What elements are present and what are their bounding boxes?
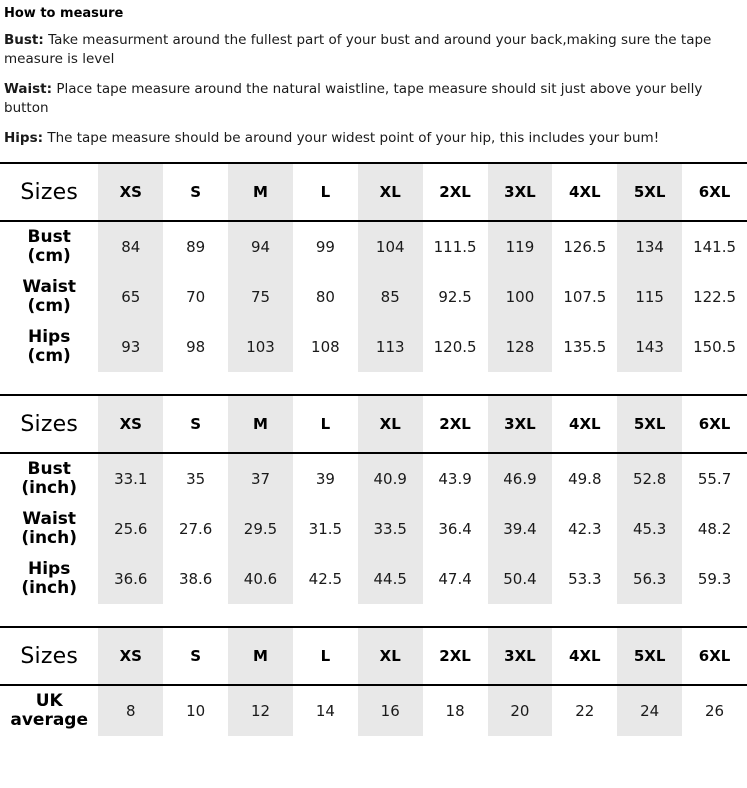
col-head-s: S: [163, 627, 228, 685]
cell-hips-cm-m: 103: [228, 322, 293, 372]
how-to-measure-section: [0, 6, 747, 148]
cell-uk-6xl: 26: [682, 685, 747, 736]
cell-hips-cm-5xl: 143: [617, 322, 682, 372]
row-label-line1: Waist: [22, 277, 77, 297]
cell-uk-xl: 16: [358, 685, 423, 736]
table-header-row: [0, 163, 747, 221]
row-label-line2: (cm): [27, 246, 71, 266]
table-row: [0, 504, 747, 554]
table-row: [0, 685, 747, 736]
measure-instruction-bust-text: Take measurment around the fullest part of your bust and around your back,making sure the tape measure is level: [4, 32, 712, 67]
cell-waist-cm-2xl: 92.5: [423, 272, 488, 322]
cell-waist-inch-xl: 33.5: [358, 504, 423, 554]
row-label-hips-cm: [0, 322, 98, 372]
col-head-l: L: [293, 627, 358, 685]
cell-bust-inch-xl: 40.9: [358, 453, 423, 504]
col-head-2xl: 2XL: [423, 395, 488, 453]
cell-uk-xs: 8: [98, 685, 163, 736]
cell-waist-cm-m: 75: [228, 272, 293, 322]
measure-instruction-bust-label: Bust:: [4, 32, 44, 48]
cell-hips-cm-4xl: 135.5: [552, 322, 617, 372]
measure-instruction-waist-label: Waist:: [4, 81, 53, 97]
col-head-xs: XS: [98, 395, 163, 453]
cell-hips-inch-6xl: 59.3: [682, 554, 747, 604]
cell-bust-inch-4xl: 49.8: [552, 453, 617, 504]
cell-waist-inch-6xl: 48.2: [682, 504, 747, 554]
table-divider: [0, 372, 747, 394]
cell-waist-cm-s: 70: [163, 272, 228, 322]
col-head-4xl: 4XL: [552, 627, 617, 685]
cell-hips-inch-2xl: 47.4: [423, 554, 488, 604]
cell-hips-inch-s: 38.6: [163, 554, 228, 604]
cell-bust-cm-l: 99: [293, 221, 358, 272]
table-header-sizes: Sizes: [0, 163, 98, 221]
row-label-line2: (cm): [27, 296, 71, 316]
cell-uk-3xl: 20: [488, 685, 553, 736]
cell-waist-cm-6xl: 122.5: [682, 272, 747, 322]
cell-waist-cm-5xl: 115: [617, 272, 682, 322]
col-head-3xl: 3XL: [488, 395, 553, 453]
cell-waist-inch-m: 29.5: [228, 504, 293, 554]
cell-waist-inch-xs: 25.6: [98, 504, 163, 554]
row-label-line2: (cm): [27, 346, 71, 366]
col-head-5xl: 5XL: [617, 395, 682, 453]
cell-waist-inch-3xl: 39.4: [488, 504, 553, 554]
cell-waist-inch-s: 27.6: [163, 504, 228, 554]
cell-hips-cm-2xl: 120.5: [423, 322, 488, 372]
col-head-s: S: [163, 395, 228, 453]
measure-instruction-bust: [4, 31, 744, 69]
col-head-s: S: [163, 163, 228, 221]
cell-waist-cm-xs: 65: [98, 272, 163, 322]
col-head-l: L: [293, 395, 358, 453]
col-head-4xl: 4XL: [552, 395, 617, 453]
cell-uk-s: 10: [163, 685, 228, 736]
row-label-line1: Bust: [27, 227, 71, 247]
table-row: [0, 453, 747, 504]
cell-hips-inch-5xl: 56.3: [617, 554, 682, 604]
cell-bust-cm-5xl: 134: [617, 221, 682, 272]
cell-bust-cm-4xl: 126.5: [552, 221, 617, 272]
col-head-5xl: 5XL: [617, 627, 682, 685]
col-head-6xl: 6XL: [682, 163, 747, 221]
cell-uk-m: 12: [228, 685, 293, 736]
row-label-line1: UK: [35, 691, 63, 711]
cell-uk-l: 14: [293, 685, 358, 736]
cell-hips-inch-l: 42.5: [293, 554, 358, 604]
cell-hips-inch-xl: 44.5: [358, 554, 423, 604]
col-head-xs: XS: [98, 627, 163, 685]
row-label-line1: Hips: [28, 327, 71, 347]
col-head-m: M: [228, 395, 293, 453]
cell-bust-cm-3xl: 119: [488, 221, 553, 272]
cell-bust-cm-xs: 84: [98, 221, 163, 272]
row-label-line2: (inch): [21, 578, 77, 598]
col-head-m: M: [228, 163, 293, 221]
cell-hips-inch-3xl: 50.4: [488, 554, 553, 604]
cell-hips-cm-6xl: 150.5: [682, 322, 747, 372]
col-head-2xl: 2XL: [423, 163, 488, 221]
col-head-xs: XS: [98, 163, 163, 221]
measure-instruction-waist-text: Place tape measure around the natural waistline, tape measure should sit just above your belly button: [4, 81, 703, 116]
row-label-line2: (inch): [21, 528, 77, 548]
table-row: [0, 554, 747, 604]
table-header-sizes: Sizes: [0, 395, 98, 453]
cell-bust-inch-xs: 33.1: [98, 453, 163, 504]
col-head-6xl: 6XL: [682, 627, 747, 685]
col-head-m: M: [228, 627, 293, 685]
cell-hips-inch-m: 40.6: [228, 554, 293, 604]
cell-bust-inch-l: 39: [293, 453, 358, 504]
row-label-line1: Hips: [28, 559, 71, 579]
cell-hips-inch-4xl: 53.3: [552, 554, 617, 604]
cell-uk-5xl: 24: [617, 685, 682, 736]
cell-bust-cm-xl: 104: [358, 221, 423, 272]
table-header-row: [0, 395, 747, 453]
cell-bust-cm-6xl: 141.5: [682, 221, 747, 272]
row-label-waist-inch: [0, 504, 98, 554]
cell-hips-cm-xl: 113: [358, 322, 423, 372]
cell-waist-cm-3xl: 100: [488, 272, 553, 322]
cell-waist-inch-l: 31.5: [293, 504, 358, 554]
cell-bust-cm-2xl: 111.5: [423, 221, 488, 272]
cell-bust-inch-s: 35: [163, 453, 228, 504]
size-tables: [0, 162, 747, 736]
row-label-hips-inch: [0, 554, 98, 604]
cell-hips-cm-l: 108: [293, 322, 358, 372]
cell-hips-inch-xs: 36.6: [98, 554, 163, 604]
cell-bust-inch-3xl: 46.9: [488, 453, 553, 504]
measure-instruction-waist: [4, 80, 744, 118]
size-table-cm: [0, 162, 747, 372]
cell-waist-inch-2xl: 36.4: [423, 504, 488, 554]
cell-waist-inch-4xl: 42.3: [552, 504, 617, 554]
size-table-uk: [0, 626, 747, 736]
table-header-row: [0, 627, 747, 685]
cell-waist-inch-5xl: 45.3: [617, 504, 682, 554]
col-head-l: L: [293, 163, 358, 221]
size-table-inch: [0, 394, 747, 604]
cell-bust-inch-6xl: 55.7: [682, 453, 747, 504]
cell-bust-inch-5xl: 52.8: [617, 453, 682, 504]
table-row: [0, 272, 747, 322]
cell-waist-cm-xl: 85: [358, 272, 423, 322]
cell-bust-inch-2xl: 43.9: [423, 453, 488, 504]
col-head-xl: XL: [358, 395, 423, 453]
table-divider: [0, 604, 747, 626]
col-head-3xl: 3XL: [488, 163, 553, 221]
measure-instruction-hips-label: Hips:: [4, 130, 44, 146]
row-label-waist-cm: [0, 272, 98, 322]
col-head-xl: XL: [358, 627, 423, 685]
col-head-3xl: 3XL: [488, 627, 553, 685]
row-label-bust-inch: [0, 453, 98, 504]
cell-hips-cm-3xl: 128: [488, 322, 553, 372]
cell-bust-cm-s: 89: [163, 221, 228, 272]
row-label-bust-cm: [0, 221, 98, 272]
cell-waist-cm-l: 80: [293, 272, 358, 322]
cell-hips-cm-xs: 93: [98, 322, 163, 372]
col-head-4xl: 4XL: [552, 163, 617, 221]
cell-bust-inch-m: 37: [228, 453, 293, 504]
cell-uk-2xl: 18: [423, 685, 488, 736]
how-to-measure-title: How to measure: [4, 6, 124, 21]
cell-bust-cm-m: 94: [228, 221, 293, 272]
row-label-line2: average: [10, 710, 88, 730]
col-head-xl: XL: [358, 163, 423, 221]
col-head-6xl: 6XL: [682, 395, 747, 453]
row-label-line1: Bust: [27, 459, 71, 479]
row-label-uk-average: [0, 685, 98, 736]
measure-instruction-hips-text: The tape measure should be around your widest point of your hip, this includes your bum!: [43, 130, 660, 146]
table-row: [0, 322, 747, 372]
cell-hips-cm-s: 98: [163, 322, 228, 372]
table-row: [0, 221, 747, 272]
col-head-5xl: 5XL: [617, 163, 682, 221]
row-label-line1: Waist: [22, 509, 77, 529]
cell-waist-cm-4xl: 107.5: [552, 272, 617, 322]
cell-uk-4xl: 22: [552, 685, 617, 736]
row-label-line2: (inch): [21, 478, 77, 498]
col-head-2xl: 2XL: [423, 627, 488, 685]
measure-instruction-hips: [4, 129, 744, 148]
table-header-sizes: Sizes: [0, 627, 98, 685]
